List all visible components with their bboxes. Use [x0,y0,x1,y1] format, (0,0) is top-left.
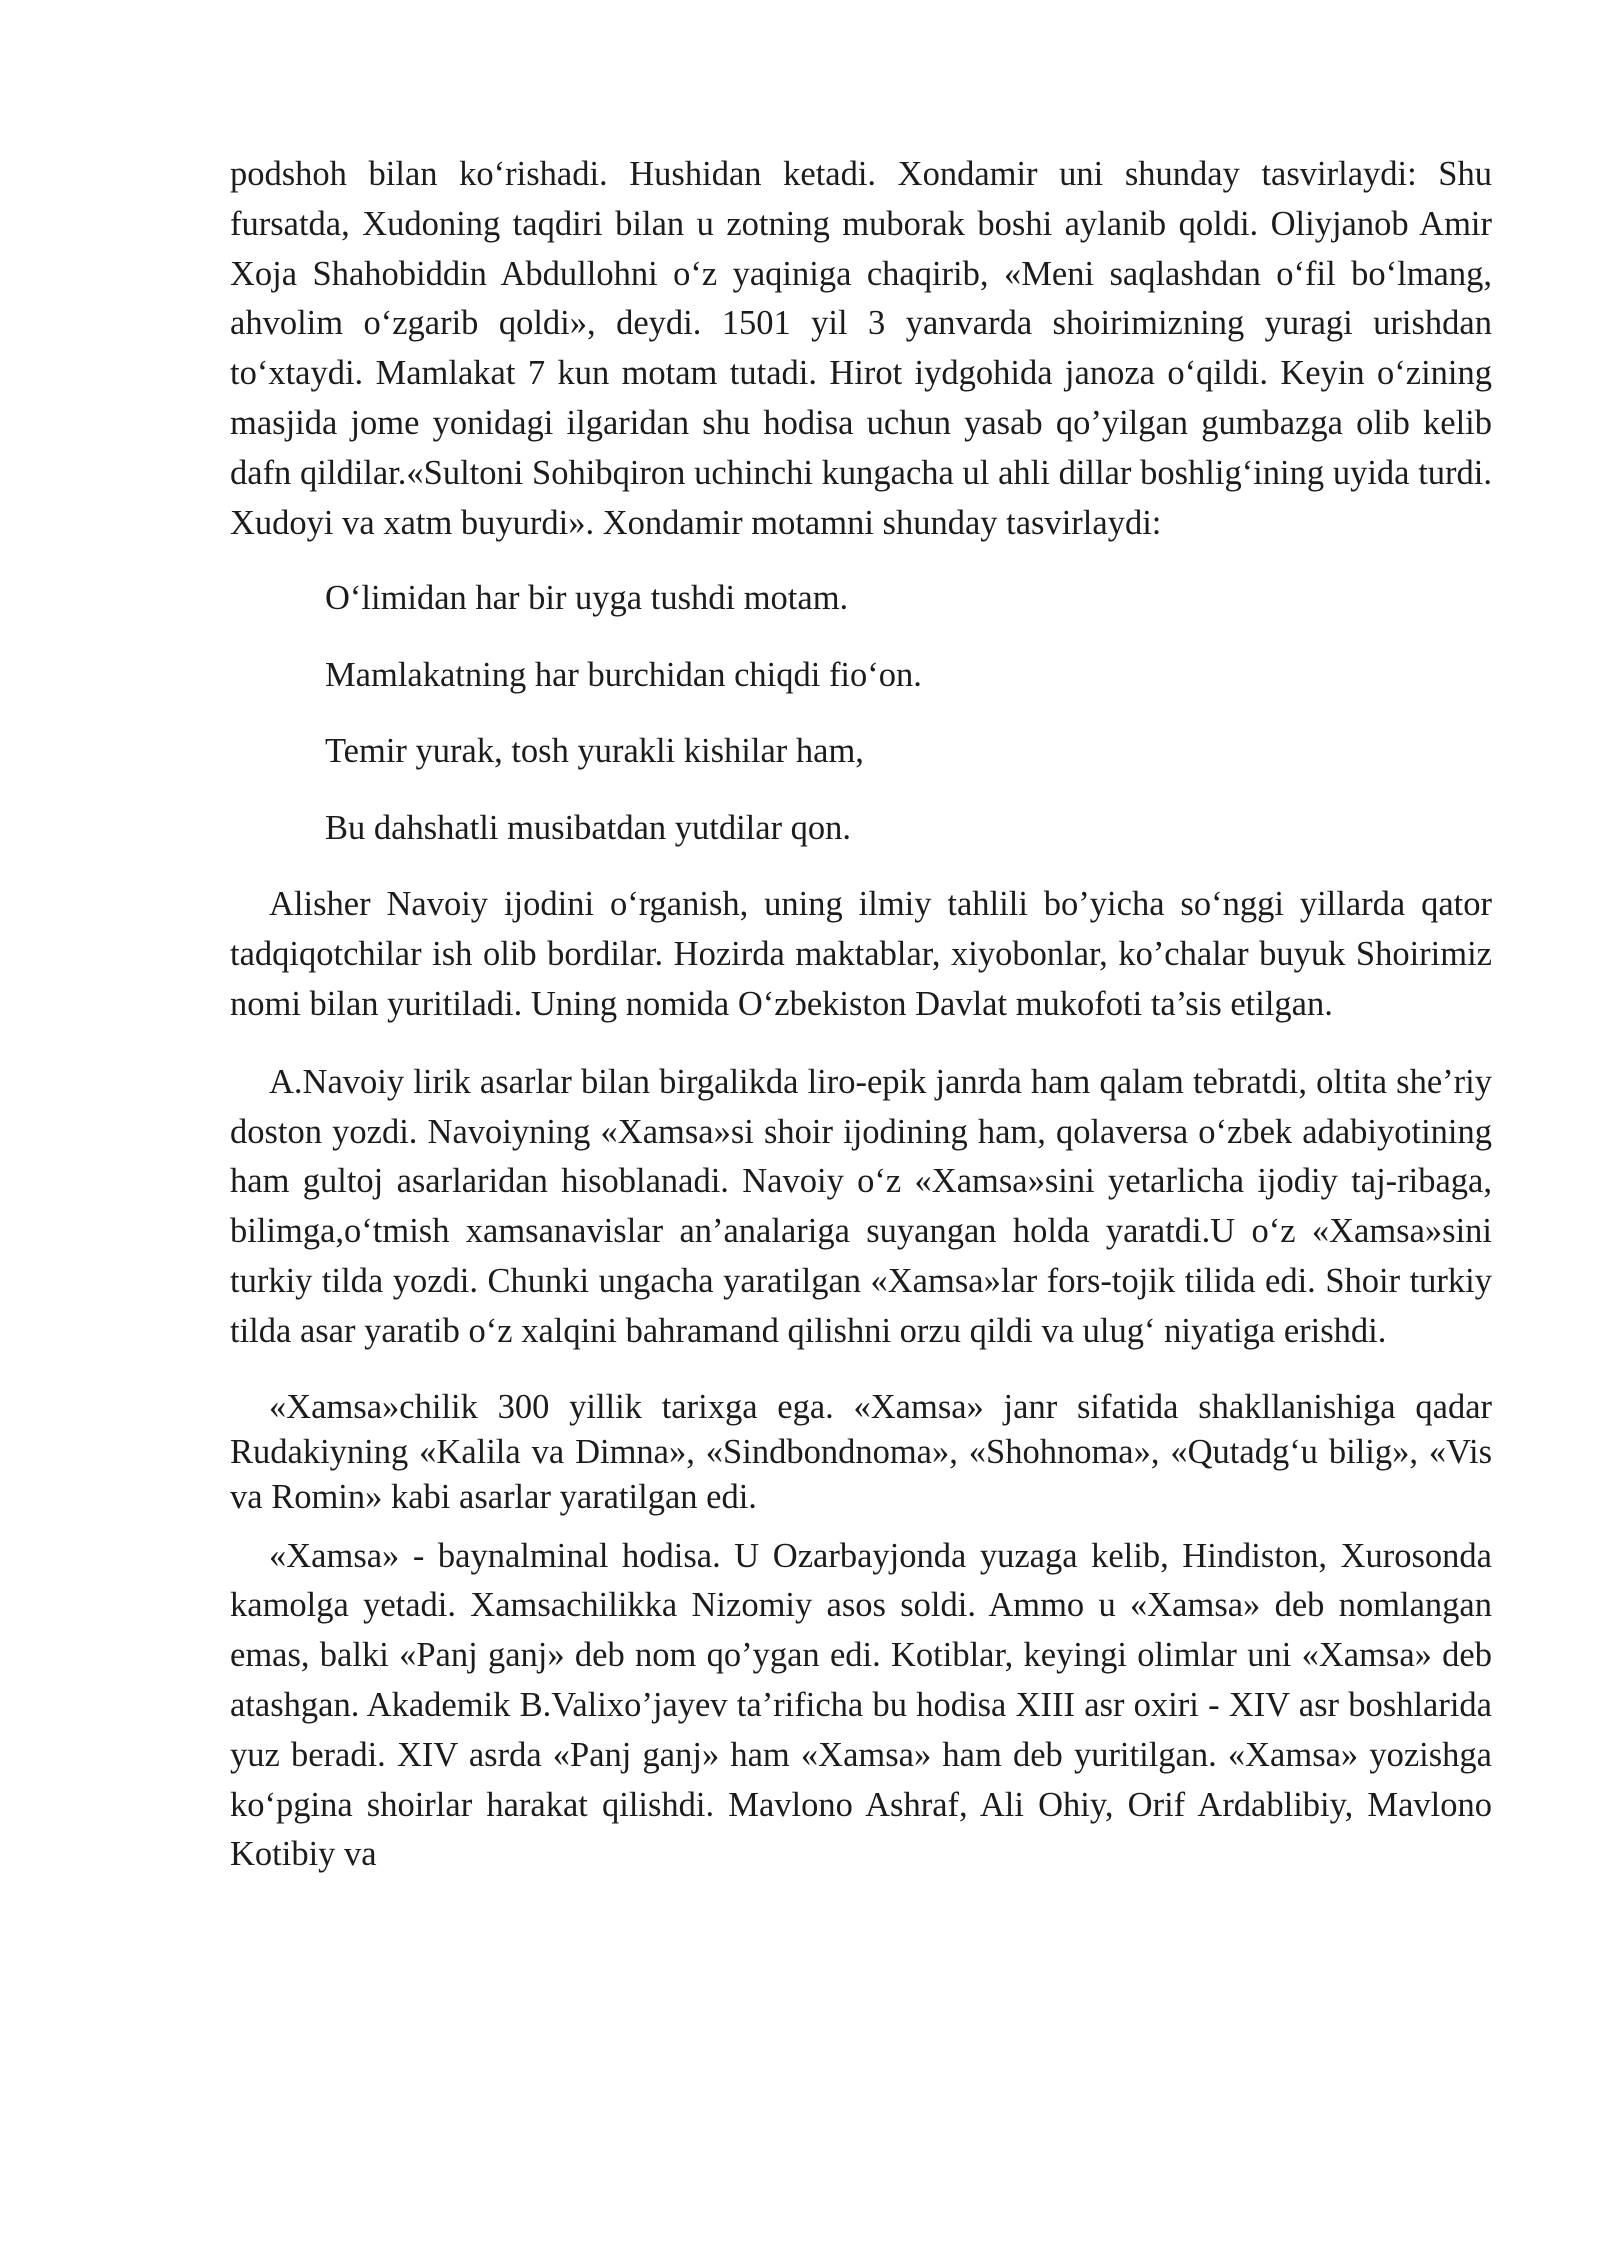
verse-line: O‘limidan har bir uyga tushdi motam. [325,579,849,618]
paragraph-navoiy-study: Alisher Navoiy ijodini o‘rganish, uning ilmiy tahlili bo’yicha so‘nggi yillarda qator tadqiqotchilar ish olib bordilar. Hozirda maktablar, xiyobonlar, ko’chalar buyuk Shoirimiz nomi bilan yuritiladi. Uning nomida O‘zbekiston Davlat mukofoti ta’sis etilgan. [230,885,1492,1023]
document-page [230,150,1492,1880]
paragraph-xamsa-international: «Xamsa» - baynalminal hodisa. U Ozarbayjonda yuzaga kelib, Hindiston, Xurosonda kamolga yetadi. Xamsachilikka Nizomiy asos soldi. Ammo u «Xamsa» deb nomlangan emas, balki «Panj ganj» deb nom qo’ygan edi. Kotiblar, keyingi olimlar uni «Xamsa» deb atashgan. Akademik B.Valixo’jayev ta’rificha bu hodisa XIII asr oxiri - XIV asr boshlarida yuz beradi. XIV asrda «Panj ganj» ham «Xamsa» ham deb yuritilgan. «Xamsa» yozishga ko‘pgina shoirlar harakat qilishdi. Mavlono Ashraf, Ali Ohiy, Orif Ardablibiy, Mavlono Kotibiy va [230,1536,1492,1874]
paragraph-navoiy-death: podshoh bilan ko‘rishadi. Hushidan ketadi. Xondamir uni shunday tasvirlaydi: Shu fursatda, Xudoning taqdiri bilan u zotning muborak boshi aylanib qoldi. Oliyjanob Amir Xoja Shahobiddin Abdullohni o‘z yaqiniga chaqirib, «Meni saqlashdan o‘fil bo‘lmang, ahvolim o‘zgarib qoldi», deydi. 1501 yil 3 yanvarda shoirimizning yuragi urishdan to‘xtaydi. Mamlakat 7 kun motam tutadi. Hirot iydgohida janoza o‘qildi. Keyin o‘zining masjida jome yonidagi ilgaridan shu hodisa uchun yasab qo’yilgan gumbazga olib kelib dafn qildilar.«Sultoni Sohibqiron uchinchi kungacha ul ahli dillar boshlig‘ining uyida turdi. Xudoyi va xatm buyurdi». Xondamir motamni shunday tasvirlaydi: [230,155,1492,542]
verse-block [230,574,1492,880]
paragraph-xamsa-creation: A.Navoiy lirik asarlar bilan birgalikda liro-epik janrda ham qalam tebratdi, oltita she’riy doston yozdi. Navoiyning «Xamsa»si shoir ijodining ham, qolaversa o‘zbek adabiyotining ham gultoj asarlaridan hisoblanadi. Navoiy o‘z «Xamsa»sini yetarlicha ijodiy taj-ribaga, bilimga,o‘tmish xamsanavislar an’analariga suyangan holda yaratdi.U o‘z «Xamsa»sini turkiy tilda yozdi. Chunki ungacha yaratilgan «Xamsa»lar fors-tojik tilida edi. Shoir turkiy tilda asar yaratib o‘z xalqini bahramand qilishni orzu qildi va ulug‘ niyatiga erishdi. [230,1062,1492,1350]
verse-line: Bu dahshatli musibatdan yutdilar qon. [325,808,852,847]
paragraph-xamsa-history: «Xamsa»chilik 300 yillik tarixga ega. «Xamsa» janr sifatida shakllanishiga qadar Rudakiyning «Kalila va Dimna», «Sindbondnoma», «Shohnoma», «Qutadg‘u bilig», «Vis va Romin» kabi asarlar yaratilgan edi. [230,1387,1492,1516]
verse-line: Temir yurak, tosh yurakli kishilar ham, [325,732,864,771]
verse-line: Mamlakatning har burchidan chiqdi fio‘on. [325,655,922,694]
